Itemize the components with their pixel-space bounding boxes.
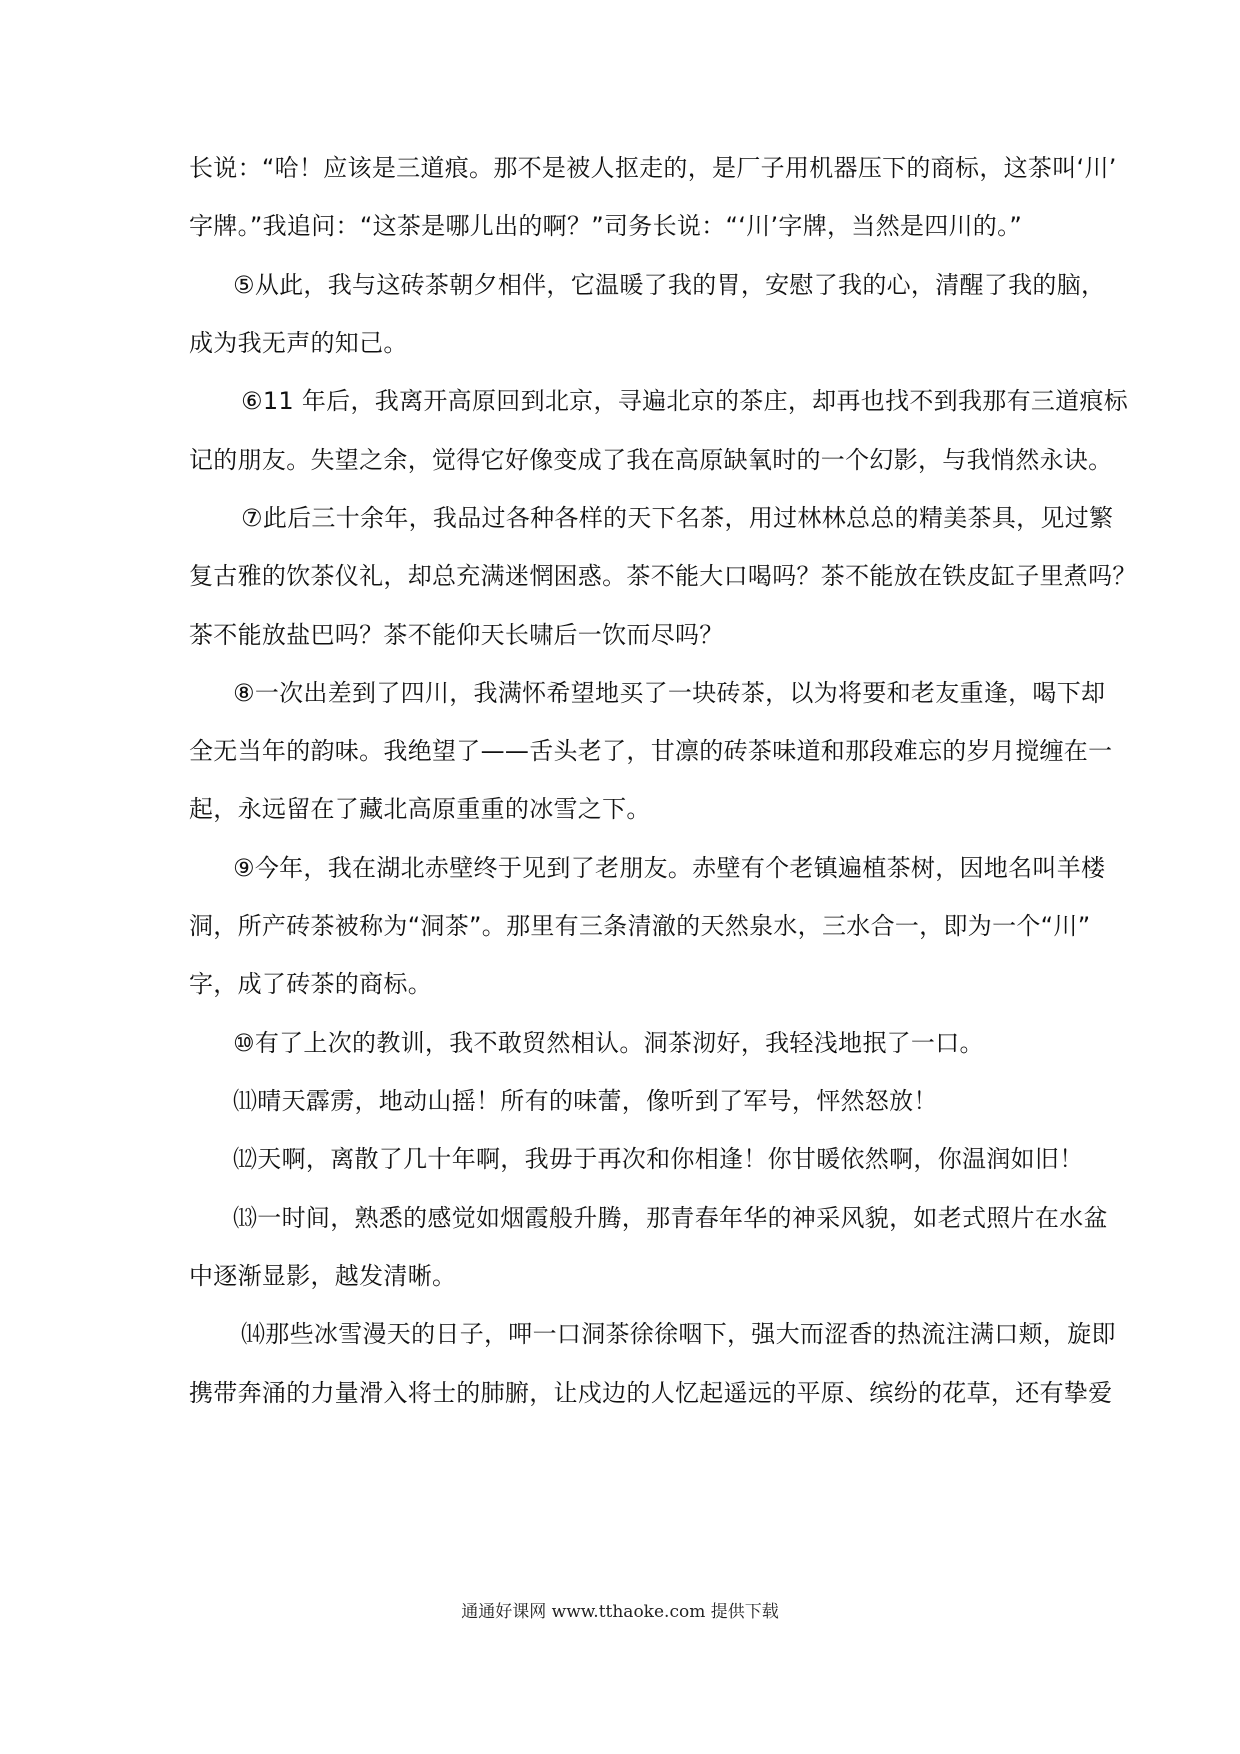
text-line: 成为我无声的知己。 (189, 329, 408, 357)
paragraph-13-start: ⒀一时间，熟悉的感觉如烟霞般升腾，那青春年华的神采风貌，如老式照片在水盆 (233, 1204, 1108, 1232)
page-footer: 通通好课网 www.tthaoke.com 提供下载 (461, 1602, 779, 1622)
paragraph-12: ⑿天啊，离散了几十年啊，我毋于再次和你相逢！你甘暖依然啊，你温润如旧！ (233, 1145, 1084, 1173)
paragraph-14-start: ⒁那些冰雪漫天的日子，呷一口洞茶徐徐咽下，强大而涩香的热流注满口颊，旋即 (241, 1320, 1116, 1348)
text-line: 携带奔涌的力量滑入将士的肺腑，让戍边的人忆起遥远的平原、缤纷的花草，还有挚爱 (189, 1379, 1113, 1407)
text-line: 记的朋友。失望之余，觉得它好像变成了我在高原缺氧时的一个幻影，与我悄然永诀。 (189, 446, 1113, 474)
paragraph-11: ⑾晴天霹雳，地动山摇！所有的味蕾，像听到了军号，怦然怒放！ (233, 1087, 938, 1115)
paragraph-6-start: ⑥11 年后，我离开高原回到北京，寻遍北京的茶庄，却再也找不到我那有三道痕标 (241, 387, 1129, 415)
paragraph-5-start: ⑤从此，我与这砖茶朝夕相伴，它温暖了我的胃，安慰了我的心，清醒了我的脑， (233, 271, 1106, 299)
paragraph-10: ⑩有了上次的教训，我不敢贸然相认。洞茶沏好，我轻浅地抿了一口。 (233, 1029, 984, 1057)
text-line: 复古雅的饮茶仪礼，却总充满迷惘困惑。茶不能大口喝吗？茶不能放在铁皮缸子里煮吗？ (189, 562, 1137, 590)
text-line: 字，成了砖茶的商标。 (189, 970, 432, 998)
text-line: 茶不能放盐巴吗？茶不能仰天长啸后一饮而尽吗？ (189, 621, 724, 649)
text-line: 字牌。”我追问：“这茶是哪儿出的啊？”司务长说：“‘川’字牌，当然是四川的。” (189, 212, 1023, 240)
text-line: 中逐渐显影，越发清晰。 (189, 1262, 457, 1290)
text-line: 起，永远留在了藏北高原重重的冰雪之下。 (189, 795, 651, 823)
paragraph-7-start: ⑦此后三十余年，我品过各种各样的天下名茶，用过林林总总的精美茶具，见过繁 (241, 504, 1114, 532)
paragraph-8-start: ⑧一次出差到了四川，我满怀希望地买了一块砖茶，以为将要和老友重逢，喝下却 (233, 679, 1106, 707)
text-line: 长说：“哈！应该是三道痕。那不是被人抠走的，是厂子用机器压下的商标，这茶叫‘川’ (189, 154, 1117, 182)
paragraph-9-start: ⑨今年，我在湖北赤壁终于见到了老朋友。赤壁有个老镇遍植茶树，因地名叫羊楼 (233, 854, 1106, 882)
text-line: 全无当年的韵味。我绝望了——舌头老了，甘凛的砖茶味道和那段难忘的岁月搅缠在一 (189, 737, 1113, 765)
text-line: 洞，所产砖茶被称为“洞茶”。那里有三条清澈的天然泉水，三水合一，即为一个“川” (189, 912, 1091, 940)
